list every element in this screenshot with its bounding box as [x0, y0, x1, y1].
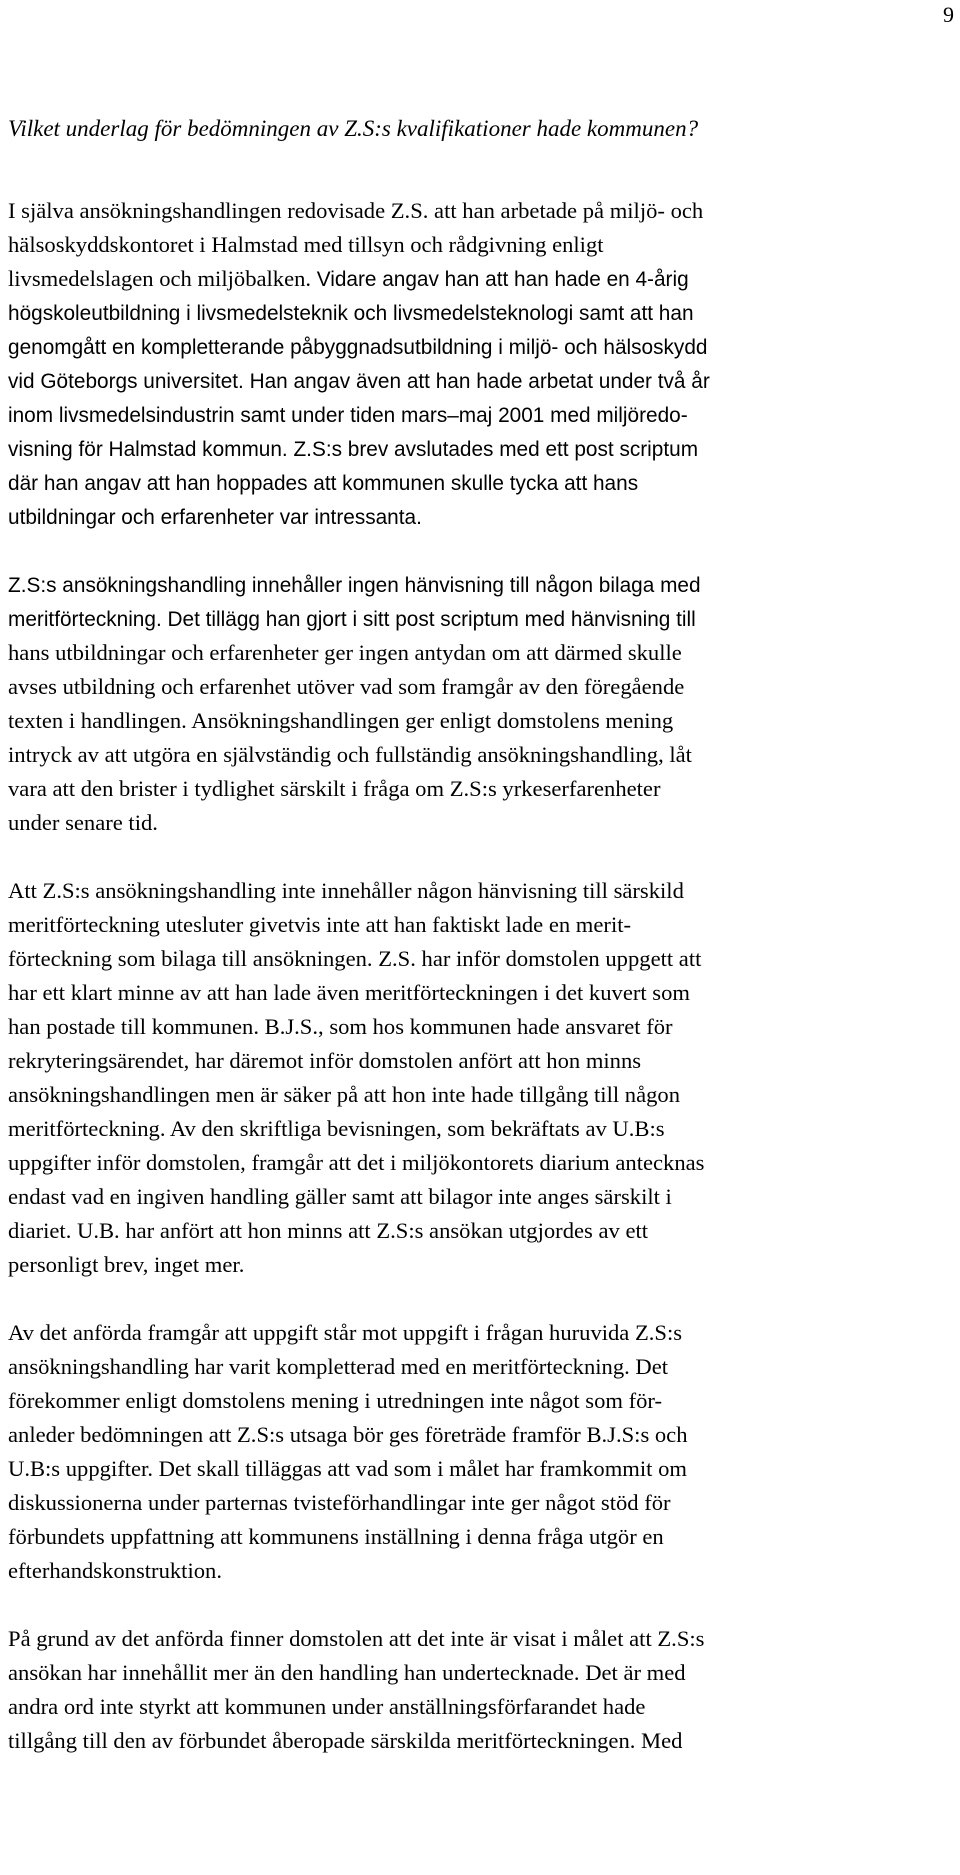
- text-line: [8, 1112, 954, 1146]
- text-run-serif: diskussionerna under parternas tvisteförhandlingar inte ger något stöd för: [8, 1490, 671, 1515]
- text-run-sans: inom livsmedelsindustrin samt under tiden mars–maj 2001 med miljöredo-: [8, 404, 688, 427]
- text-line: [8, 1044, 954, 1078]
- text-line: [8, 364, 954, 398]
- text-line: [8, 806, 954, 840]
- text-line: [8, 704, 954, 738]
- text-run-serif: andra ord inte styrkt att kommunen under anställningsförfarandet hade: [8, 1694, 646, 1719]
- text-run-serif: livsmedelslagen och miljöbalken.: [8, 266, 317, 291]
- text-line: [8, 1418, 954, 1452]
- text-run-serif: förekommer enligt domstolens mening i utredningen inte något som för-: [8, 1388, 663, 1413]
- text-line: [8, 500, 954, 534]
- text-run-serif: ansökningshandlingen men är säker på att hon inte hade tillgång till någon: [8, 1082, 680, 1107]
- text-run-sans: utbildningar och erfarenheter var intressanta.: [8, 506, 422, 529]
- text-line: [8, 194, 954, 228]
- text-run-serif: Av det anförda framgår att uppgift står mot uppgift i frågan huruvida Z.S:s: [8, 1320, 683, 1345]
- text-line: [8, 1316, 954, 1350]
- text-run-serif: ansökan har innehållit mer än den handling han undertecknade. Det är med: [8, 1660, 686, 1685]
- paragraph: [8, 1622, 954, 1758]
- text-line: [8, 466, 954, 500]
- text-run-serif: meritförteckning utesluter givetvis inte att han faktiskt lade en merit-: [8, 912, 632, 937]
- text-run-serif: vara att den brister i tydlighet särskilt i fråga om Z.S:s yrkeserfarenheter: [8, 776, 661, 801]
- text-run-serif: anleder bedömningen att Z.S:s utsaga bör ges företräde framför B.J.S:s och: [8, 1422, 688, 1447]
- text-run-serif: hälsoskyddskontoret i Halmstad med tillsyn och rådgivning enligt: [8, 232, 604, 257]
- text-line: [8, 1520, 954, 1554]
- text-line: [8, 908, 954, 942]
- text-run-serif: På grund av det anförda finner domstolen att det inte är visat i målet att Z.S:s: [8, 1626, 705, 1651]
- paragraph: [8, 1316, 954, 1588]
- text-line: [8, 1180, 954, 1214]
- text-run-serif: U.B:s uppgifter. Det skall tilläggas att vad som i målet har framkommit om: [8, 1456, 687, 1481]
- text-line: [8, 1248, 954, 1282]
- text-line: [8, 568, 954, 602]
- page-number: 9: [943, 2, 954, 27]
- text-run-serif: intryck av att utgöra en självständig och fullständig ansökningshandling, låt: [8, 742, 692, 767]
- text-line: [8, 1690, 954, 1724]
- text-line: [8, 942, 954, 976]
- text-run-serif: förteckning som bilaga till ansökningen. Z.S. har inför domstolen uppgett att: [8, 946, 702, 971]
- text-line: [8, 976, 954, 1010]
- text-run-serif: I själva ansökningshandlingen redovisade Z.S. att han arbetade på miljö- och: [8, 198, 704, 223]
- text-line: [8, 1486, 954, 1520]
- text-line: [8, 636, 954, 670]
- text-run-serif: ansökningshandling har varit kompletterad med en meritförteckning. Det: [8, 1354, 669, 1379]
- text-run-serif: under senare tid.: [8, 810, 158, 835]
- text-line: [8, 1146, 954, 1180]
- text-run-serif: efterhandskonstruktion.: [8, 1558, 222, 1583]
- text-run-serif: diariet. U.B. har anfört att hon minns att Z.S:s ansökan utgjordes av ett: [8, 1218, 649, 1243]
- text-line: [8, 670, 954, 704]
- text-line: [8, 432, 954, 466]
- text-run-sans: högskoleutbildning i livsmedelsteknik och livsmedelsteknologi samt att han: [8, 302, 694, 325]
- text-run-serif: meritförteckning. Av den skriftliga bevisningen, som bekräftats av U.B:s: [8, 1116, 665, 1141]
- paragraph: [8, 568, 954, 840]
- text-line: [8, 1350, 954, 1384]
- text-run-sans: genomgått en kompletterande påbyggnadsutbildning i miljö- och hälsoskydd: [8, 336, 708, 359]
- text-line: [8, 1010, 954, 1044]
- text-line: [8, 602, 954, 636]
- text-line: [8, 1554, 954, 1588]
- paragraph: [8, 194, 954, 534]
- text-run-sans: Vidare angav han att han hade en 4-årig: [316, 268, 689, 291]
- text-run-serif: har ett klart minne av att han lade även meritförteckningen i det kuvert som: [8, 980, 690, 1005]
- text-line: [8, 772, 954, 806]
- text-line: [8, 1622, 954, 1656]
- text-run-serif: avses utbildning och erfarenhet utöver vad som framgår av den föregående: [8, 674, 685, 699]
- text-run-serif: rekryteringsärendet, har däremot inför domstolen anfört att hon minns: [8, 1048, 642, 1073]
- text-line: [8, 1214, 954, 1248]
- text-line: [8, 296, 954, 330]
- text-run-serif: förbundets uppfattning att kommunens inställning i denna fråga utgör en: [8, 1524, 664, 1549]
- text-run-serif: han postade till kommunen. B.J.S., som hos kommunen hade ansvaret för: [8, 1014, 673, 1039]
- text-run-serif: texten i handlingen. Ansökningshandlingen ger enligt domstolens mening: [8, 708, 674, 733]
- body-text: [8, 194, 954, 1792]
- text-line: [8, 874, 954, 908]
- text-line: [8, 1724, 954, 1758]
- text-line: [8, 738, 954, 772]
- text-run-sans: där han angav att han hoppades att kommunen skulle tycka att hans: [8, 472, 639, 495]
- text-line: [8, 330, 954, 364]
- section-question-heading: Vilket underlag för bedömningen av Z.S:s kvalifikationer hade kommunen?: [8, 116, 699, 141]
- text-run-serif: Att Z.S:s ansökningshandling inte innehåller någon hänvisning till särskild: [8, 878, 684, 903]
- text-run-sans: vid Göteborgs universitet. Han angav även att han hade arbetat under två år: [8, 370, 710, 393]
- text-run-sans: meritförteckning. Det tillägg han gjort i sitt post scriptum med hänvisning till: [8, 608, 696, 631]
- text-run-serif: endast vad en ingiven handling gäller samt att bilagor inte anges särskilt i: [8, 1184, 672, 1209]
- text-run-serif: hans utbildningar och erfarenheter ger ingen antydan om att därmed skulle: [8, 640, 682, 665]
- text-line: [8, 1078, 954, 1112]
- text-run-serif: personligt brev, inget mer.: [8, 1252, 245, 1277]
- text-line: [8, 1384, 954, 1418]
- paragraph: [8, 874, 954, 1282]
- text-line: [8, 1656, 954, 1690]
- text-line: [8, 228, 954, 262]
- text-run-sans: visning för Halmstad kommun. Z.S:s brev avslutades med ett post scriptum: [8, 438, 699, 461]
- text-line: [8, 398, 954, 432]
- text-line: [8, 262, 954, 296]
- text-run-serif: tillgång till den av förbundet åberopade särskilda meritförteckningen. Med: [8, 1728, 683, 1753]
- text-line: [8, 1452, 954, 1486]
- text-run-sans: Z.S:s ansökningshandling innehåller ingen hänvisning till någon bilaga med: [8, 574, 701, 597]
- text-run-serif: uppgifter inför domstolen, framgår att det i miljökontorets diarium antecknas: [8, 1150, 705, 1175]
